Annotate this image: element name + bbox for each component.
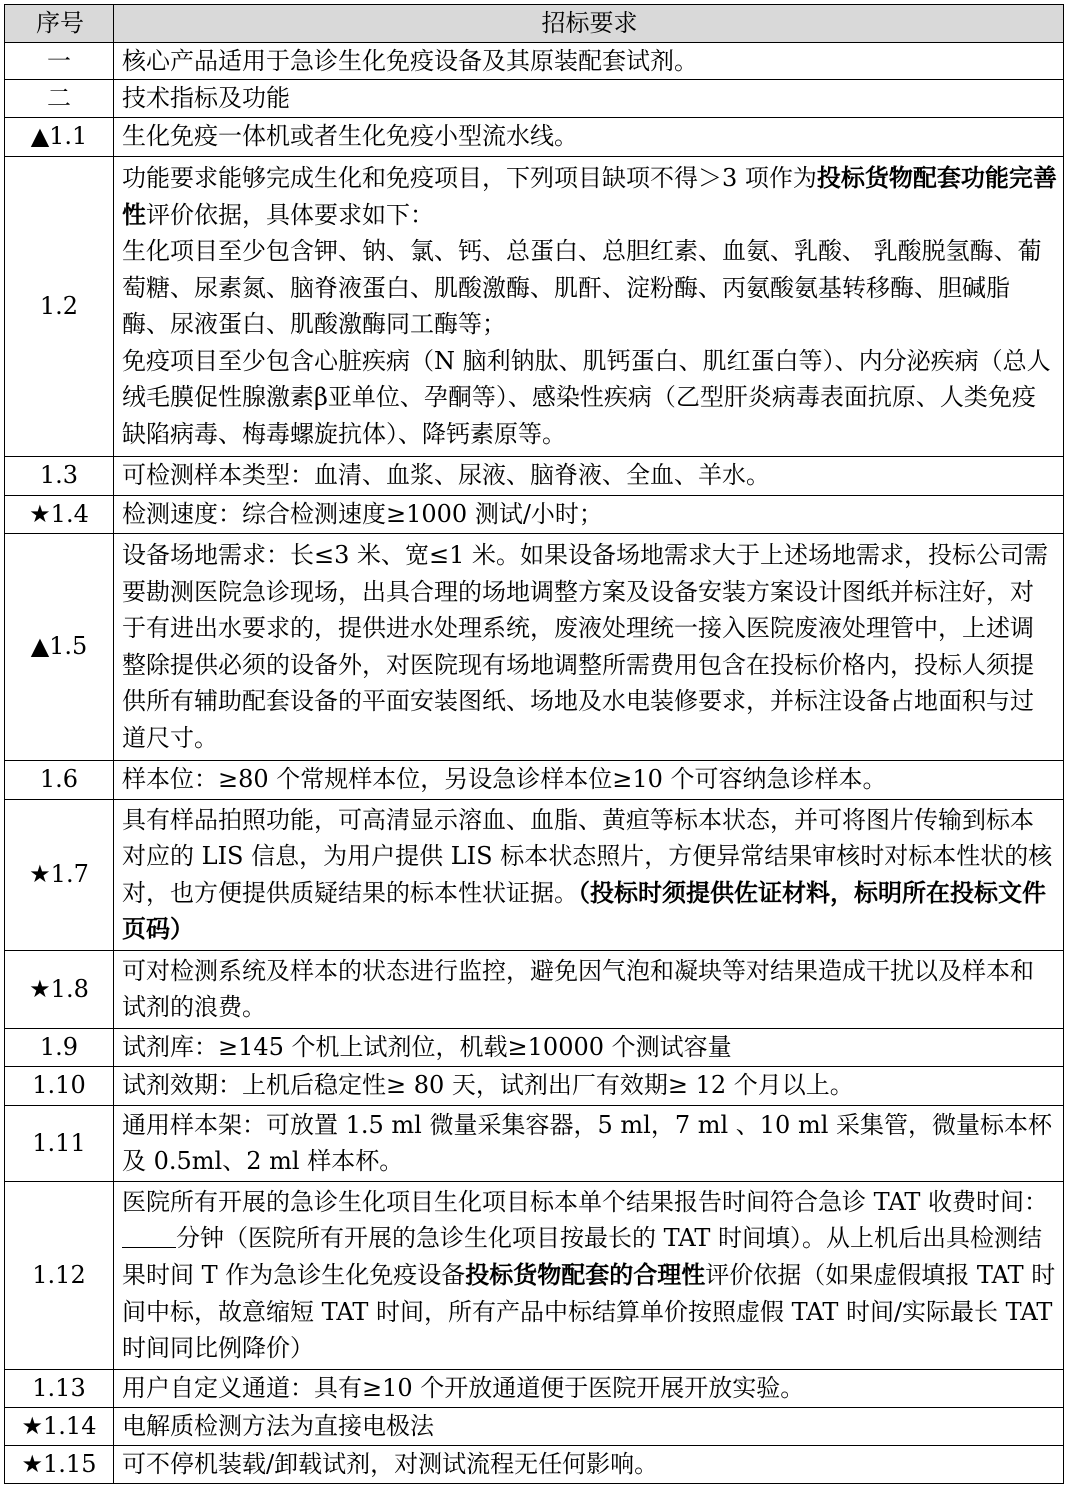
table-row — [5, 156, 1064, 456]
header-requirement: 招标要求 — [114, 5, 1064, 43]
table-row — [5, 1407, 1064, 1445]
table-row — [5, 533, 1064, 760]
emphasis-text: 投标货物配套功能完善性 — [122, 162, 1057, 229]
row-number: ★1.15 — [5, 1445, 114, 1483]
row-number: ▲1.1 — [5, 117, 114, 156]
row-number: 1.3 — [5, 456, 114, 495]
requirements-table — [4, 4, 1064, 1484]
row-requirement: 试剂库：≥145 个机上试剂位，机载≥10000 个测试容量 — [114, 1028, 1064, 1066]
table-row — [5, 42, 1064, 80]
header-serial-number: 序号 — [5, 5, 114, 43]
row-number: 一 — [5, 42, 114, 80]
table-row — [5, 456, 1064, 495]
table-row — [5, 950, 1064, 1028]
fill-in-blank — [122, 1221, 176, 1248]
row-number: ★1.14 — [5, 1407, 114, 1445]
row-requirement: 设备场地需求：长≤3 米、宽≤1 米。如果设备场地需求大于上述场地需求，投标公司需要勘测医院急诊现场，出具合理的场地调整方案及设备安装方案设计图纸并标注好，对于有进出水要求的，提供进水处理系统，废液处理统一接入医院废液处理管中，上述调整除提供必须的设备外，对医院现有场地调整所需费用包含在投标价格内，投标人须提供所有辅助配套设备的平面安装图纸、场地及水电装修要求，并标注设备占地面积与过道尺寸。 — [114, 533, 1064, 760]
function-requirement-paragraph: 功能要求能够完成生化和免疫项目，下列项目缺项不得＞3 项作为投标货物配套功能完善性评价依据，具体要求如下： — [122, 162, 1057, 229]
table-row — [5, 1066, 1064, 1105]
row-requirement: 具有样品拍照功能，可高清显示溶血、血脂、黄疸等标本状态，并可将图片传输到标本对应的 LIS 信息，为用户提供 LIS 标本状态照片，方便异常结果审核时对标本性状的核对，也方便提供质疑结果的标本性状证据。（投标时须提供佐证材料，标明所在投标文件页码） — [114, 799, 1064, 950]
row-requirement: 样本位：≥80 个常规样本位，另设急诊样本位≥10 个可容纳急诊样本。 — [114, 760, 1064, 799]
row-number: 二 — [5, 80, 114, 118]
row-requirement: 医院所有开展的急诊生化项目生化项目标本单个结果报告时间符合急诊 TAT 收费时间：分钟（医院所有开展的急诊生化项目按最长的 TAT 时间填）。从上机后出具检测结果时间 T 作为急诊生化免疫设备投标货物配套的合理性评价依据（如果虚假填报 TAT 时间中标，故意缩短 TAT 时间，所有产品中标结算单价按照虚假 TAT 时间/实际最长 TAT 时间同比例降价） — [114, 1181, 1064, 1369]
row-requirement: 检测速度：综合检测速度≥1000 测试/小时； — [114, 495, 1064, 533]
emphasis-text: 投标货物配套的合理性 — [465, 1259, 706, 1289]
table-row — [5, 799, 1064, 950]
table-row — [5, 117, 1064, 156]
table-row — [5, 1369, 1064, 1407]
table-row — [5, 80, 1064, 118]
row-number: 1.12 — [5, 1181, 114, 1369]
row-number: 1.9 — [5, 1028, 114, 1066]
row-number: 1.10 — [5, 1066, 114, 1105]
row-requirement: 试剂效期：上机后稳定性≥ 80 天，试剂出厂有效期≥ 12 个月以上。 — [114, 1066, 1064, 1105]
table-row — [5, 1445, 1064, 1483]
row-number: ★1.8 — [5, 950, 114, 1028]
row-number: ▲1.5 — [5, 533, 114, 760]
row-requirement: 用户自定义通道：具有≥10 个开放通道便于医院开展开放实验。 — [114, 1369, 1064, 1407]
row-number: 1.11 — [5, 1105, 114, 1181]
row-number: 1.2 — [5, 156, 114, 456]
biochemistry-items-paragraph: 生化项目至少包含钾、钠、氯、钙、总蛋白、总胆红素、血氨、乳酸、 乳酸脱氢酶、葡萄糖、尿素氮、脑脊液蛋白、肌酸激酶、肌酐、淀粉酶、丙氨酸氨基转移酶、胆碱脂酶、尿液蛋白、肌酸激酶同工酶等； — [122, 237, 1042, 339]
table-row — [5, 1028, 1064, 1066]
row-requirement: 生化免疫一体机或者生化免疫小型流水线。 — [114, 117, 1064, 156]
row-requirement: 可检测样本类型：血清、血浆、尿液、脑脊液、全血、羊水。 — [114, 456, 1064, 495]
row-requirement: 技术指标及功能 — [114, 80, 1064, 118]
emphasis-text: （投标时须提供佐证材料，标明所在投标文件页码） — [122, 877, 1046, 944]
row-requirement — [114, 156, 1064, 456]
row-requirement: 核心产品适用于急诊生化免疫设备及其原装配套试剂。 — [114, 42, 1064, 80]
table-row — [5, 495, 1064, 533]
row-requirement: 通用样本架：可放置 1.5 ml 微量采集容器，5 ml，7 ml 、10 ml 采集管，微量标本杯及 0.5ml、2 ml 样本杯。 — [114, 1105, 1064, 1181]
table-row — [5, 760, 1064, 799]
row-number: 1.13 — [5, 1369, 114, 1407]
row-number: 1.6 — [5, 760, 114, 799]
row-number: ★1.7 — [5, 799, 114, 950]
row-number: ★1.4 — [5, 495, 114, 533]
immunology-items-paragraph: 免疫项目至少包含心脏疾病（N 脑利钠肽、肌钙蛋白、肌红蛋白等）、内分泌疾病（总人绒毛膜促性腺激素β亚单位、孕酮等）、感染性疾病（乙型肝炎病毒表面抗原、人类免疫缺陷病毒、梅毒螺旋抗体）、降钙素原等。 — [122, 346, 1051, 449]
table-header-row — [5, 5, 1064, 43]
row-requirement: 可不停机装载/卸载试剂，对测试流程无任何影响。 — [114, 1445, 1064, 1483]
row-requirement: 电解质检测方法为直接电极法 — [114, 1407, 1064, 1445]
row-requirement: 可对检测系统及样本的状态进行监控，避免因气泡和凝块等对结果造成干扰以及样本和试剂的浪费。 — [114, 950, 1064, 1028]
table-row — [5, 1105, 1064, 1181]
table-row — [5, 1181, 1064, 1369]
